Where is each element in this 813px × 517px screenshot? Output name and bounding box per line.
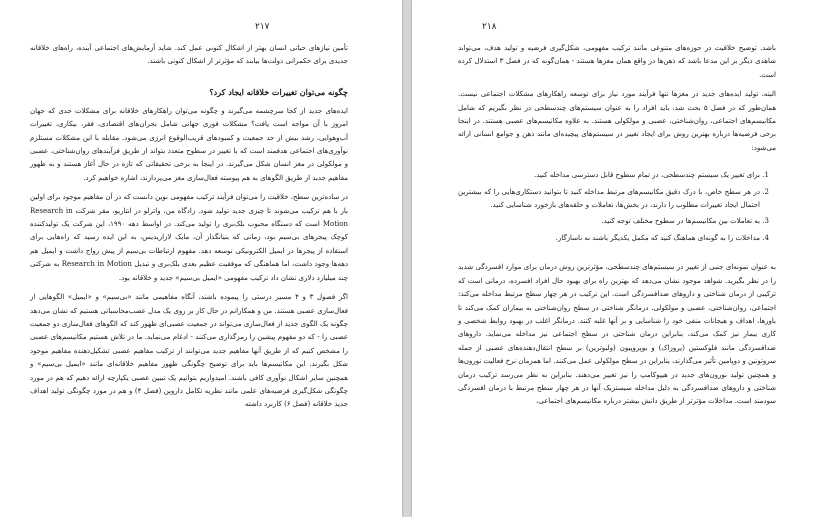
section-heading: چگونه می‌توان تغییرات خلاقانه ایجاد کرد؟ <box>209 86 348 97</box>
numbered-list <box>458 169 776 245</box>
body-paragraph: ایده‌های جدید از کجا سرچشمه می‌گیرند و چگونه می‌توان راهکارهای خلاقانه برای مشکلات جدی که جهان امروز با آن مواجه است یافت؟ مشکلات فوری جهانی شامل بحران‌های اقتصادی، فقر، بیکاری، تغییرات آب‌وهوایی، رشد بیش از حد جمعیت و کمبودهای قریب‌الوقوع انرژی می‌شود. مقابله با این مشکلات مستلزم نوآوری‌های اجتماعی هدفمند است که با تغییر در سطوح متعدد بتواند از طریق فرآیندهای روان‌شناختی، عصبی و مولکولی در مغز انسان شکل می‌گیرند. در اینجا به برخی تحقیقاتی که تازه در حال آغاز هستند و به ظهور مفاهیم جدید از طریق الگوهای به هم پیوسته فعال‌سازی مغز می‌پردازند، اشاره خواهیم کرد. <box>30 106 348 182</box>
right-page <box>412 0 813 517</box>
list-item: 3. به تعاملات بین مکانیسم‌ها در سطوح مختلف توجه کنید. <box>458 215 760 228</box>
page-number: ۲۱۷ <box>255 22 270 32</box>
body-paragraph: به عنوان نمونه‌ای جنبی از تغییر در سیستم‌های چندسطحی، مؤثرترین روش درمان برای موارد افسردگی شدید را در نظر بگیرید. شواهد موجود نشان می‌دهد که بهترین راه برای بهبود حال افراد افسرده، درمانی است که ترکیبی از درمان شناختی و داروهای ضدافسردگی است. این ترکیب در هر چهار سطح مرتبط مداخله می‌کند: اجتماعی، روان‌شناختی، عصبی و مولکولی. درمانگر شناختی در سطح روان‌شناختی به بیماران کمک می‌کند تا باورها، اهداف و هیجانات منفی خود را شناسایی و بر آنها غلبه کنند. درمانگر اغلب در بهبود روابط شخصی و کاری بیمار نیز کمک می‌کند، بنابراین درمان شناختی در سطح اجتماعی نیز مداخله می‌نماید. داروهای ضدافسردگی مانند فلوکستین (پروزاک) و بوپروپیون (ولبوترین) بر سطح انتقال‌دهنده‌های عصبی از جمله سروتونین و دوپامین تأثیر می‌گذارند، بنابراین در سطح مولکولی عمل می‌کنند. اما همزمان نرخ فعالیت نورون‌ها و همچنین تولید نورون‌های جدید در هیپوکامپ را نیز تغییر می‌دهند. بنابراین به نظر می‌رسد ترکیب درمان شناختی و داروهای ضدافسردگی به دلیل مداخله سیستزیک آنها در هر چهار سطح مرتبط با درمان افسردگی سودمند است. مداخلات مؤثرتر از طریق دانش بیشتر درباره مکانیسم‌های اجتماعی، <box>458 263 776 406</box>
body-paragraph: اگر فصول ۳ و ۴ مسیر درستی را پیموده باشند، آنگاه مفاهیمی مانند «بی‌سیم» و «ایمیل» الگوهایی از فعال‌سازی عصبی هستند. من و همکارانم در حال کار بر روی یک مدل عصب‌محاسباتی هستیم که نشان می‌دهد چگونه یک الگوی جدید از فعال‌سازی می‌تواند در جمعیت عصبی‌ای ظهور کند که الگوهای فعال‌سازی دو جمعیت عصبی را - که دو مفهوم پیشین را رمزگذاری می‌کنند - ادغام می‌نماید. ما در تلاش هستیم مکانیسم‌های عصبی را مشخص کنیم که از طریق آنها مفاهیم جدید می‌توانند از ترکیب مفاهیم عصبی تشکیل‌دهنده مفاهیم موجود شکل بگیرند. این مکانیسم‌ها باید برای توضیح چگونگی ظهور مفاهیم خلاقانه‌ای مانند «ایمیل بی‌سیم» و همچنین سایر اشکال نوآوری کافی باشند. امیدواریم بتوانیم یک تبیین عصبی یکپارچه ارائه دهیم که هم در مورد چگونگی شکل‌گیری فرضیه‌های علمی مانند نظریه تکامل داروین (فصل ۴) و هم در مورد چگونگی تولید اهداف جدید خلاقانه (فصل ۶) کاربرد داشته <box>30 293 348 409</box>
list-item: 2. در هر سطح خاص، با درک دقیق مکانیسم‌های مرتبط مداخله کنید تا بتوانید دستکاری‌هایی را که بیشترین احتمال ایجاد تغییرات مطلوب را دارند، در بخش‌ها، تعاملات و حلقه‌های بازخورد شناسایی کنید. <box>458 186 760 213</box>
page-number: ۲۱۸ <box>482 22 497 32</box>
body-paragraph: در ساده‌ترین سطح، خلاقیت را می‌توان فرآیند ترکیب مفهومی نوین دانست که در آن مفاهیم موجود برای اولین بار با هم ترکیب می‌شوند تا چیزی جدید تولید شود. زادگاه من، واترلو در انتاریو، مقر شرکت Research in Motion است که دستگاه محبوب بلک‌بری را تولید می‌کند. در اواسط دهه ۱۹۹۰، این شرکت یک تولیدکننده کوچک پیجرهای بی‌سیم بود، زمانی که بنیانگذار آن، مایک لازاریدیس، به این ایده رسید که راه‌هایی برای استفاده از پیجرها در ایمیل الکترونیکی توسعه دهد. مفهوم ارتباطات بی‌سیم از پیش رواج داشت و ایمیل هم دهه‌ها وجود داشت، اما هماهنگی که موفقیت عظیم بعدی بلک‌بری و تبدیل Research in Motion به شرکتی چند میلیارد دلاری نشان داد ترکیب مفهومی «ایمیل بی‌سیم» جدید و خلاقانه بود. <box>30 193 349 282</box>
left-page-content <box>30 42 348 418</box>
intro-paragraph: تأمین نیازهای حیاتی انسان بهتر از اشکال کنونی عمل کند. شاید آزمایش‌های اجتماعی آینده، راه‌های خلاقانه جدیدی برای حکمرانی دولت‌ها بیابند که مؤثرتر از اشکال کنونی باشند. <box>30 44 348 66</box>
list-item: 1. برای تغییر یک سیستم چندسطحی، در تمام سطوح قابل دسترسی مداخله کنید. <box>458 169 760 182</box>
body-paragraph: البته، تولید ایده‌های جدید در مغزها تنها فرآیند مورد نیاز برای توسعه راهکارهای مشکلات اجتماعی نیست. همان‌طور که در فصل ۵ بحث شد، باید افراد را به عنوان سیستم‌های چندسطحی در نظر بگیریم که شامل مکانیسم‌های اجتماعی، روان‌شناختی، عصبی و مولکولی هستند. به علاوه مکانیسم‌های عصبی هستند. در اینجا برخی فرضیه‌ها درباره بهترین روش برای ایجاد تغییر در سیستم‌های پیچیده‌ای مانند ذهن و جوامع انسانی ارائه می‌شود: <box>458 90 777 152</box>
left-page <box>0 0 402 517</box>
right-page-content <box>458 42 776 415</box>
list-item: 4. مداخلات را به گونه‌ای هماهنگ کنید که مکمل یکدیگر باشند نه ناسازگار. <box>458 232 760 245</box>
body-paragraph: باشد. توضیح خلاقیت در حوزه‌های متنوعی مانند ترکیب مفهومی، شکل‌گیری فرضیه و تولید هدف، می‌تواند شاهدی دیگر بر این مدعا باشد که ذهن‌ها در واقع همان مغزها هستند - همان‌گونه که در فصل ۳ استدلال کرده است. <box>458 44 776 79</box>
